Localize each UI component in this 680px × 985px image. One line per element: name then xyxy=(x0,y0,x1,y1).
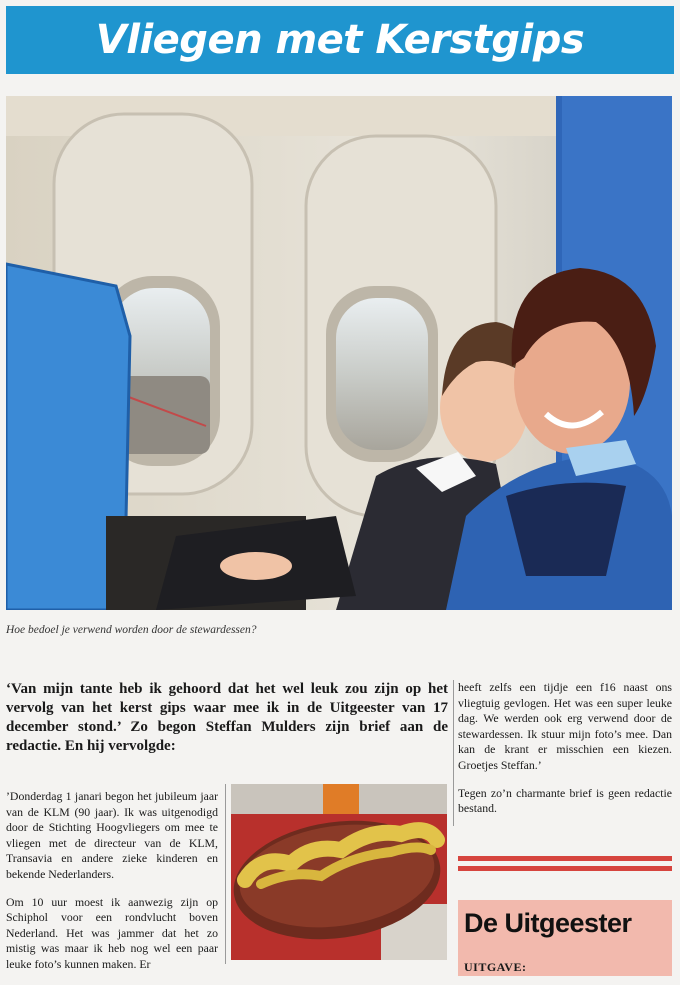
article-lead: ‘Van mijn tante heb ik gehoord dat het wel leuk zou zijn op het vervolg van het kerst gips waar mee ik in de Uitgeester van 17 december stond.’ Zo begon Steffan Mulders zijn brief aan de redactie. En hij vervolgde: xyxy=(6,681,448,754)
photo-caption: Hoe bedoel je verwend worden door de stewardessen? xyxy=(6,624,257,636)
masthead-section-label: UITGAVE: xyxy=(464,960,527,974)
body-paragraph: Tegen zo’n charmante brief is geen redactie bestand. xyxy=(458,785,672,816)
publication-name: De Uitgeester xyxy=(464,908,632,938)
body-paragraph: heeft zelfs een tijdje een f16 naast ons vliegtuig gevlogen. Het was een super leuke dag. We werden ook erg verwend door de stewardessen. Ik stuur mijn foto’s mee. Dan kan de krant er misschien een kiezen. Groetjes Steffan.’ xyxy=(458,680,672,772)
column-divider xyxy=(453,680,454,826)
article-body-right xyxy=(458,680,672,829)
article-title: Vliegen met Kerstgips xyxy=(95,17,585,63)
decorative-stripes xyxy=(458,856,672,876)
article-title-banner xyxy=(6,6,674,74)
stripe xyxy=(458,856,672,861)
publication-masthead xyxy=(458,900,672,976)
stripe xyxy=(458,866,672,871)
article-photo xyxy=(6,96,672,610)
column-divider xyxy=(225,784,226,964)
article-body-left xyxy=(6,789,218,985)
body-paragraph: ’Donderdag 1 janari begon het jubileum jaar van de KLM (90 jaar). Ik was uitgenodigd door de Stichting Hoogvliegers om mee te vliegen met de directeur van de KLM, Transavia en andere zieke kinderen en bekende Nederlanders. xyxy=(6,789,218,881)
hotdog-photo xyxy=(231,784,447,960)
body-paragraph: Om 10 uur moest ik aanwezig zijn op Schiphol voor een rondvlucht boven Nederland. Het was jammer dat het zo mistig was maar ik heb nog wel een paar leuke foto’s kunnen maken. Er xyxy=(6,894,218,971)
